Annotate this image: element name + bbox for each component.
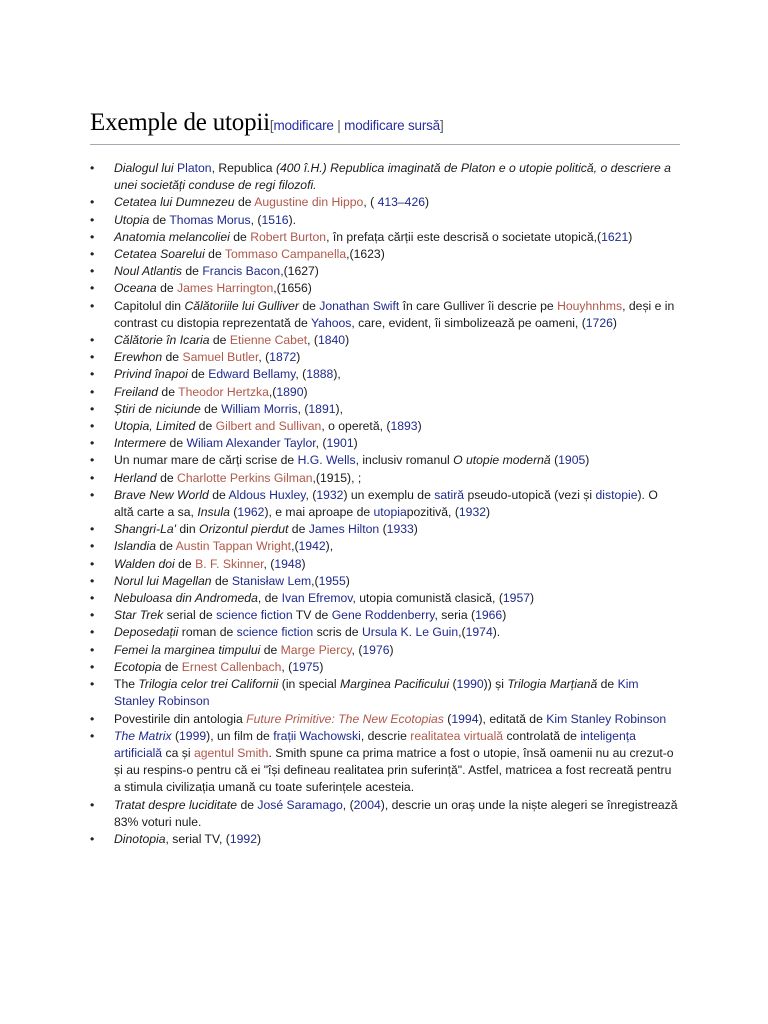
text: de [211,573,232,588]
text: , de [257,591,282,606]
text: ). O altă carte a sa, [114,487,658,520]
wiki-link-italic[interactable]: The Matrix [114,728,172,743]
edit-bracket-open: [ [269,118,274,133]
text: , ( [297,401,309,416]
text: scris de [313,625,362,640]
wiki-link[interactable]: 1992 [229,831,257,846]
text: de [161,659,182,674]
text: Capitolul din [114,298,185,313]
text: ) [353,436,358,451]
item-shangri-la [114,521,680,538]
wiki-link[interactable]: 1974 [465,625,493,640]
edit-link[interactable]: modificare [273,118,334,133]
item-h-g-wells [114,452,680,469]
text: pozitivă, ( [406,505,459,520]
text: de [234,195,255,210]
wiki-link[interactable]: Aldous Huxley [228,487,306,502]
edit-links [270,118,444,133]
item-noul-atlantis [114,263,680,280]
wiki-link[interactable]: 1962 [237,505,265,520]
text: de [597,677,618,692]
wiki-link[interactable]: 1975 [292,659,320,674]
text: , ( [250,212,262,227]
text: ), e mai aproape de [264,505,374,520]
text: , ( [342,797,354,812]
text: ), editată de [478,711,547,726]
text: ( [550,453,559,468]
text: Povestirile din antologia [114,711,247,726]
item-erewhon [114,349,680,366]
text: , ( [363,195,378,210]
wiki-link-missing[interactable]: Charlotte Perkins Gilman [177,470,313,485]
italic-title: Herland [114,470,157,485]
wiki-link[interactable]: Wiliam Alexander Taylor [186,436,316,451]
italic-title: Călătorie în Icaria [114,333,210,348]
italic-title: Ecotopia [114,659,162,674]
wiki-link[interactable]: science fiction [236,625,314,640]
text: , ( [315,436,327,451]
item-future-primitive [114,711,680,728]
item-privind-inapoi [114,366,680,383]
text: TV de [292,608,332,623]
italic-title: Erewhon [114,350,163,365]
item-star-trek [114,607,680,624]
text: )) și [483,677,508,692]
text: ) [413,522,418,537]
text: de [187,367,209,382]
text: (in special [278,677,341,692]
text: de [237,797,258,812]
text: de [260,642,281,657]
text: ), [333,367,341,382]
wiki-link[interactable]: Ivan Efremov [281,591,353,606]
wiki-link-missing[interactable]: B. F. Skinner [195,556,264,571]
text: ) [425,195,430,210]
wiki-link-missing[interactable]: agentul Smith [193,745,269,760]
italic-title: Oceana [114,281,157,296]
text: ). [288,212,297,227]
wiki-link[interactable]: Thomas Morus [169,212,251,227]
item-dinotopia [114,831,680,848]
text: în care Gulliver îi descrie pe [399,298,558,313]
wiki-link[interactable]: 1893 [390,419,418,434]
italic-title: Marginea Pacificului [340,677,450,692]
wiki-link-missing[interactable]: realitatea virtuală [410,728,504,743]
item-brave-new-world [114,487,680,521]
wiki-link[interactable]: 1888 [306,367,334,382]
wiki-link[interactable]: 1948 [274,556,302,571]
item-the-matrix [114,728,680,797]
item-dialogul-lui-platon [114,160,680,194]
text: , inclusiv romanul [355,453,454,468]
wiki-link-missing[interactable]: James Harrington [177,281,274,296]
text: pseudo-utopică (vezi și [464,487,596,502]
italic-title: Freiland [114,384,159,399]
text: , ( [307,333,318,348]
wiki-link-missing[interactable]: Robert Burton [250,229,327,244]
text: ca și [162,745,194,760]
text: ( [229,505,238,520]
item-nebuloasa-din-andromeda [114,590,680,607]
text: ), un film de [206,728,274,743]
text: de [162,350,183,365]
wiki-link-missing[interactable]: Theodor Hertzka [178,384,269,399]
wiki-link[interactable]: 1905 [558,453,586,468]
wiki-link-missing[interactable]: Etienne Cabet [229,333,308,348]
item-trilogia-californii [114,676,680,710]
text: , o operetă, ( [321,419,391,434]
italic-title: Știri de niciunde [114,401,201,416]
text: ) [628,229,633,244]
item-intermere [114,435,680,452]
item-norul-lui-magellan [114,573,680,590]
wiki-link[interactable]: Ursula K. Le Guin [361,625,459,640]
item-walden-doi [114,556,680,573]
wiki-link[interactable]: 2004 [353,797,381,812]
text: ), [325,539,334,554]
wiki-link[interactable]: satiră [434,487,465,502]
italic-title: Insula [197,505,230,520]
article-section [90,108,680,848]
wiki-link[interactable]: 1726 [585,315,613,330]
text: ), descrie un oraș unde la niște alegeri se înregistrează 83% voturi nule. [114,797,678,829]
text: controlată de [503,728,581,743]
wiki-link[interactable]: 1966 [475,608,503,623]
item-femei-la-marginea-timpului [114,642,680,659]
wiki-link[interactable]: Kim Stanley Robinson [546,711,667,726]
wiki-link[interactable]: Kim Stanley Robinson [114,677,639,709]
text: , ( [258,350,270,365]
section-title: Exemple de utopii [90,109,270,136]
wiki-link-missing[interactable]: Tommaso Campanella [224,247,347,262]
wiki-link[interactable]: William Morris [221,401,298,416]
wiki-link-missing[interactable]: Ernest Callenbach [181,659,282,674]
item-calatorie-in-icaria [114,332,680,349]
item-ecotopia [114,659,680,676]
wiki-link[interactable]: 1976 [362,642,390,657]
italic-title: Intermere [114,436,167,451]
italic-title: Noul Atlantis [114,264,182,279]
text: de [229,229,251,244]
text: de [156,281,178,296]
wiki-link-missing[interactable]: Augustine din Hippo [254,195,364,210]
text: ) [417,419,422,434]
italic-title: Trilogia Marțiană [507,677,598,692]
wiki-link[interactable]: 1990 [456,677,484,692]
wiki-link-missing[interactable]: Marge Piercy [280,642,352,657]
wiki-link[interactable]: 1890 [276,384,304,399]
wiki-link[interactable]: Yahoos [310,315,352,330]
italic-title: Cetatea lui Dumnezeu [114,195,235,210]
text: ) [612,315,617,330]
wiki-link[interactable]: distopie [595,487,638,502]
text: , deși e in contrast cu distopia reprezentată de [114,298,675,330]
text: de [174,556,196,571]
item-stiri-de-niciunde [114,401,680,418]
italic-title: Nebuloasa din Andromeda [114,591,258,606]
text: , în prefața cărții este descrisă o societate utopică,( [326,229,602,244]
text: de [149,212,170,227]
wiki-link[interactable]: 1891 [308,401,336,416]
text: ,( [268,384,277,399]
text: de [195,419,216,434]
text: , ( [295,367,307,382]
italic-title: Walden doi [114,556,175,571]
item-calatoriile-lui-gulliver [114,298,680,332]
text: de [156,470,178,485]
wiki-link[interactable]: 1621 [601,229,629,244]
wiki-link[interactable]: 1932 [458,505,487,520]
wiki-link[interactable]: Platon [177,161,212,175]
text: de [209,333,230,348]
italic-title: Islandia [114,539,157,554]
item-herland [114,470,680,487]
text: ) [389,642,394,657]
text: . Smith spune ca prima matrice a fost o utopie, însă oamenii nu au crezut-o și au respins-o pentru că ei "își defineau realitatea prin suferință". Astfel, matricea a fost recreată pentru a stimula civilizația umană cu toate suferințele acesteia. [114,745,674,795]
wiki-link[interactable]: José Saramago [257,797,343,812]
italic-title: Utopia [114,212,150,227]
text: ,(1623) [346,247,385,262]
wiki-link[interactable]: Jonathan Swift [319,298,400,313]
wiki-link[interactable]: 1872 [269,350,297,365]
text: ) [345,333,350,348]
italic-title: Tratat despre luciditate [114,797,238,812]
wiki-link[interactable]: 413–426 [377,195,426,210]
text: de [158,384,179,399]
wiki-link[interactable]: utopia [373,505,407,520]
wiki-link[interactable]: 1994 [451,711,479,726]
text: de [166,436,187,451]
edit-bracket-close: ] [440,118,444,133]
italic-title: Shangri-La' [114,522,176,537]
text: Un numar mare de cărți scrise de [114,453,298,468]
italic-title: Utopia, Limited [114,419,196,434]
italic-title: Dialogul lui [114,161,178,175]
text: serial de [163,608,217,623]
wiki-link-missing[interactable]: Samuel Butler [182,350,259,365]
text: ,(1656) [273,281,312,296]
italic-title: Călătoriile lui Gulliver [184,298,299,313]
wiki-link[interactable]: frații Wachowski [273,728,361,743]
text: ) un exemplu de [343,487,435,502]
text: ) [502,608,507,623]
wiki-link-missing[interactable]: Houyhnhms [557,298,623,313]
wiki-link[interactable]: H.G. Wells [297,453,356,468]
text: ). [492,625,501,640]
item-freiland [114,384,680,401]
text: , ( [351,642,363,657]
text: , ( [281,659,293,674]
text: , ( [263,556,275,571]
wiki-link[interactable]: Gene Roddenberry [331,608,435,623]
italic-title: Dinotopia [114,831,166,846]
text: de [156,539,176,554]
wiki-link[interactable]: Stanisław Lem [231,573,312,588]
italic-title: Norul lui Magellan [114,573,212,588]
item-cetatea-lui-dumnezeu [114,194,680,211]
wiki-link[interactable]: 1933 [386,522,414,537]
item-oceana [114,280,680,297]
text: , Republica [211,161,276,175]
italic-title: Orizontul pierdut [199,522,289,537]
text: ,( [458,625,466,640]
text: ,( [291,539,299,554]
italic-title: Trilogia celor trei Californii [138,677,279,692]
wiki-link[interactable]: 1840 [317,333,346,348]
italic-title: Anatomia melancoliei [114,229,230,244]
wiki-link[interactable]: science fiction [216,608,293,623]
wiki-link[interactable]: 1957 [502,591,531,606]
italic-title: Star Trek [114,608,164,623]
text: de [200,401,222,416]
text: ) [486,505,491,520]
wiki-link[interactable]: 1955 [318,573,346,588]
text: ) [585,453,590,468]
wiki-link-missing[interactable]: Gilbert and Sullivan [215,419,322,434]
text: ( [379,522,387,537]
wiki-link[interactable]: 1942 [298,539,326,554]
italic-title: Deposedații [114,625,179,640]
text: de [181,264,203,279]
item-anatomia-melancoliei [114,229,680,246]
edit-source-link[interactable]: modificare sursă [344,118,440,133]
text: de [288,522,309,537]
wiki-link[interactable]: Edward Bellamy [208,367,296,382]
wiki-link-missing[interactable]: Austin Tappan Wright [175,539,292,554]
text: de [298,298,320,313]
text: din [175,522,199,537]
utopia-list [90,160,680,848]
item-utopia [114,212,680,229]
item-deposedatii [114,624,680,641]
wiki-link[interactable]: Francis Bacon [202,264,281,279]
text: ( [171,728,180,743]
wiki-link[interactable]: James Hilton [308,522,380,537]
text: ,( [311,573,319,588]
text: ( [449,677,457,692]
text: ), [335,401,343,416]
wiki-link[interactable]: 1901 [326,436,354,451]
text: de [204,247,225,262]
text: roman de [178,625,237,640]
italic-title: Femei la marginea timpului [114,642,261,657]
text: ,(1627) [280,264,319,279]
wiki-link[interactable]: 1999 [179,728,207,743]
wiki-link[interactable]: 1932 [316,487,344,502]
item-tratat-despre-luciditate [114,797,680,831]
text: , descrie [360,728,411,743]
italic-title: Privind înapoi [114,367,188,382]
item-islandia [114,538,680,555]
text: , care, evident, îi simbolizează pe oameni, ( [351,315,586,330]
italic-title: Brave New World [114,487,209,502]
text: ) [296,350,301,365]
item-cetatea-soarelui [114,246,680,263]
text: ) [256,831,262,846]
text: ) [345,573,350,588]
wiki-link-missing-italic[interactable]: Future Primitive: The New Ecotopias [246,711,444,726]
italic-title: Cetatea Soarelui [114,247,205,262]
text: ) [530,591,535,606]
text: ) [319,659,324,674]
text: ) [303,384,308,399]
italic-title: (400 î.H.) Republica imaginată de Platon e o utopie politică, o descriere a unei societăți conduse de regi filozofi. [114,161,671,193]
text: , utopia comunistă clasică, ( [352,591,503,606]
text: de [208,487,229,502]
wiki-link[interactable]: inteligența artificială [114,728,636,760]
text: , ( [305,487,317,502]
item-utopia-limited [114,418,680,435]
text: , seria ( [434,608,476,623]
text: ,(1915), ; [312,470,362,485]
text: ) [301,556,306,571]
section-heading [90,108,680,145]
text: ( [443,711,452,726]
wiki-link[interactable]: 1516 [261,212,289,227]
italic-title: O utopie modernă [453,453,551,468]
text: The [114,677,139,692]
text: , serial TV, ( [165,831,230,846]
edit-separator: | [333,118,345,133]
